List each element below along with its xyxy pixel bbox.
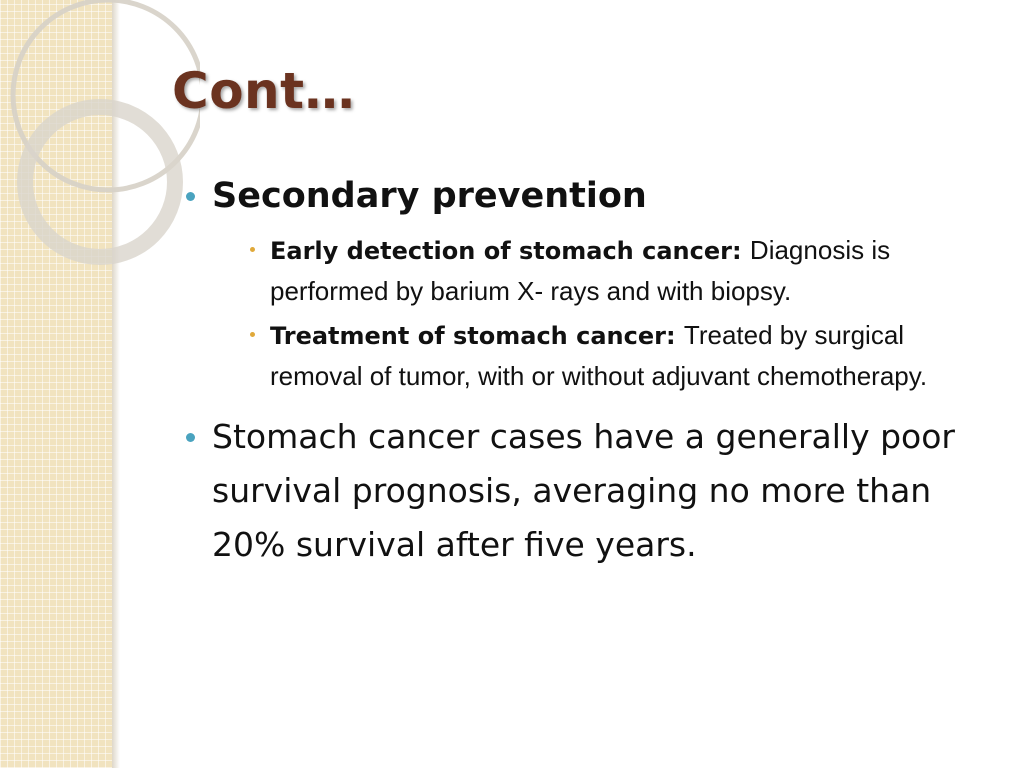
slide-content (186, 172, 996, 572)
sub-bullet-text: Treated by surgical removal of tumor, with or without adjuvant chemotherapy. (270, 320, 928, 391)
decorative-ring-bottom (25, 107, 175, 257)
sub-bullet-treatment (186, 315, 996, 396)
sub-bullet-term: Treatment of stomach cancer: (270, 322, 684, 350)
bullet-secondary-prevention (186, 172, 996, 220)
bullet-dot-icon (186, 192, 195, 201)
bullet-heading-text: Secondary prevention (212, 176, 647, 216)
sub-bullet-term: Early detection of stomach cancer: (270, 237, 750, 265)
bullet-body-text: Stomach cancer cases have a generally poor survival prognosis, averaging no more than 20% survival after five years. (212, 417, 955, 564)
slide-title: Cont… (172, 62, 356, 120)
sub-bullet-list (186, 230, 996, 396)
sub-bullet-text: Diagnosis is performed by barium X- rays and with biopsy. (270, 235, 891, 306)
bullet-dot-icon (186, 433, 195, 442)
sub-bullet-dot-icon (250, 247, 255, 252)
sub-bullet-dot-icon (250, 332, 255, 337)
decorative-circles (0, 0, 200, 280)
sub-bullet-early-detection (186, 230, 996, 311)
bullet-survival-prognosis (186, 410, 996, 572)
